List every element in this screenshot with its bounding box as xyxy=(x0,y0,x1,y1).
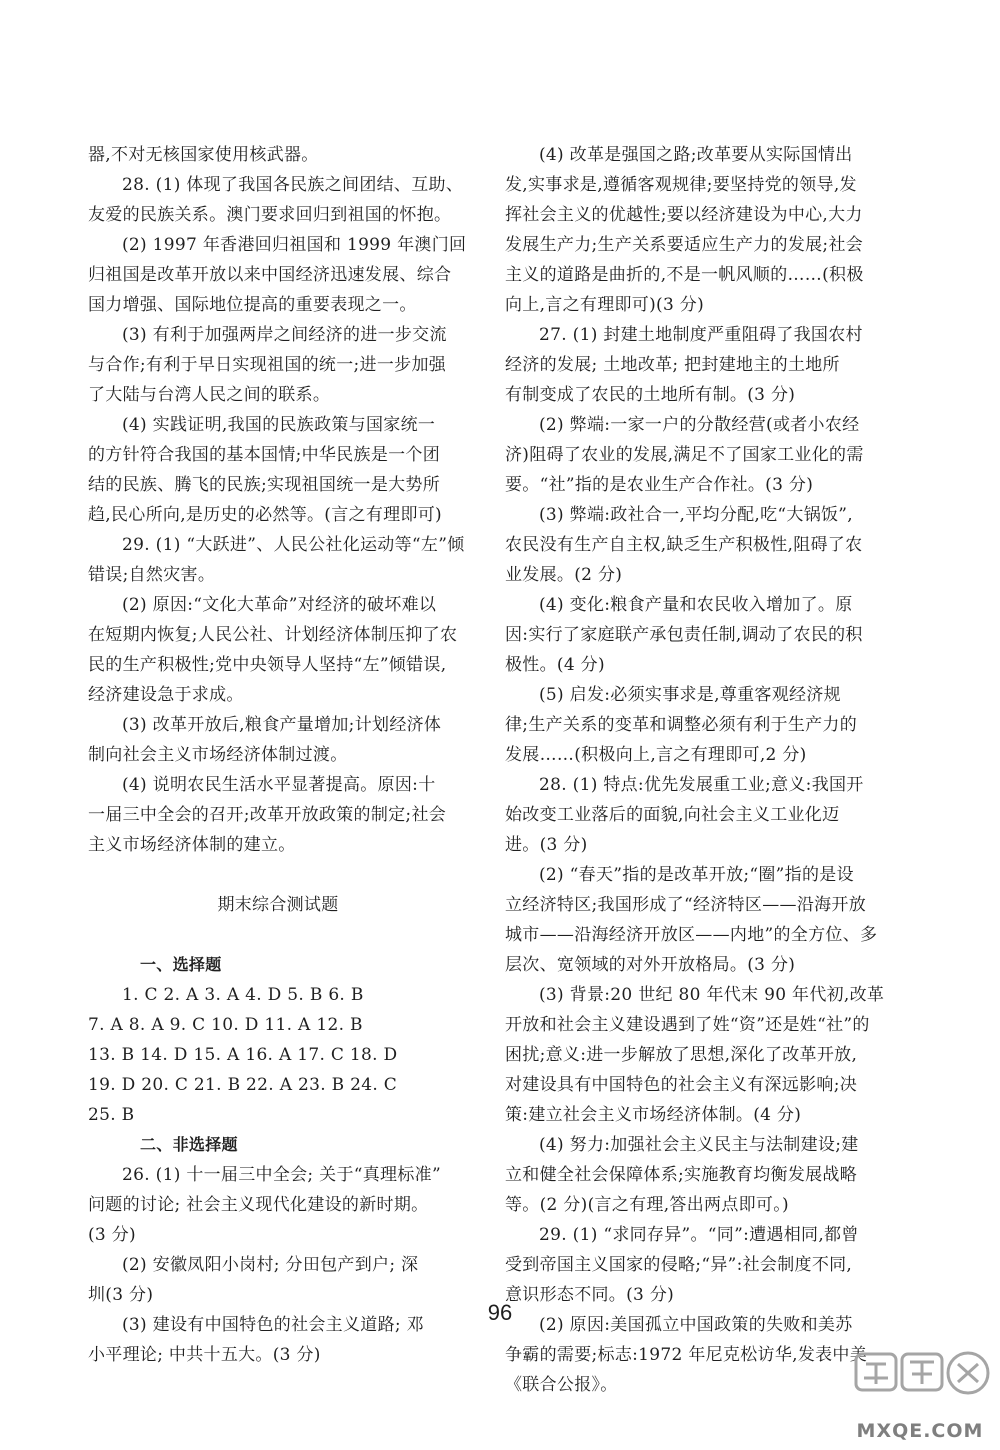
left-line: 经济建设急于求成。 xyxy=(88,685,244,705)
left-column xyxy=(88,140,468,1370)
left-line xyxy=(88,920,468,950)
left-line: 29. (1) “大跃进”、人民公社化运动等“左”倾 xyxy=(122,535,465,555)
left-line: 趋,民心所向,是历史的必然等。(言之有理即可) xyxy=(88,505,442,525)
right-line: (4) 变化:粮食产量和农民收入增加了。原 xyxy=(539,595,853,615)
right-line: 城市——沿海经济开放区——内地”的全方位、多 xyxy=(505,925,878,945)
left-line: (3) 有利于加强两岸之间经济的进一步交流 xyxy=(122,325,447,345)
left-line: 与合作;有利于早日实现祖国的统一;进一步加强 xyxy=(88,355,447,375)
right-line: 《联合公报》。 xyxy=(505,1375,618,1395)
left-line: 小平理论; 中共十五大。(3 分) xyxy=(88,1345,321,1365)
right-line: 立和健全社会保障体系;实施教育均衡发展战略 xyxy=(505,1165,858,1185)
right-line: 27. (1) 封建土地制度严重阻碍了我国农村 xyxy=(539,325,863,345)
right-line: 因:实行了家庭联产承包责任制,调动了农民的积 xyxy=(505,625,863,645)
right-line: 主义的道路是曲折的,不是一帆风顺的……(积极 xyxy=(505,265,864,285)
right-line: 济)阻碍了农业的发展,满足不了国家工业化的需 xyxy=(505,445,864,465)
left-line: 在短期内恢复;人民公社、计划经济体制压抑了农 xyxy=(88,625,458,645)
page-number: 96 xyxy=(487,1300,513,1325)
left-line: 制向社会主义市场经济体制过渡。 xyxy=(88,745,348,765)
left-line: 26. (1) 十一届三中全会; 关于“真理标准” xyxy=(122,1165,441,1185)
right-line: 发展生产力;生产关系要适应生产力的发展;社会 xyxy=(505,235,864,255)
left-line: 1. C 2. A 3. A 4. D 5. B 6. B xyxy=(122,985,364,1005)
left-line: (3) 建设有中国特色的社会主义道路; 邓 xyxy=(122,1315,424,1335)
right-line: 对建设具有中国特色的社会主义有深远影响;决 xyxy=(505,1075,858,1095)
right-line: (4) 改革是强国之路;改革要从实际国情出 xyxy=(539,145,853,165)
right-line: 始改变工业落后的面貌,向社会主义工业化迈 xyxy=(505,805,840,825)
right-line: (2) “春天”指的是改革开放;“圈”指的是设 xyxy=(539,865,854,885)
right-line: 层次、宽领域的对外开放格局。(3 分) xyxy=(505,955,796,975)
left-line: 的方针符合我国的基本国情;中华民族是一个团 xyxy=(88,445,441,465)
left-line: (2) 安徽凤阳小岗村; 分田包产到户; 深 xyxy=(122,1255,419,1275)
right-line: 要。“社”指的是农业生产合作社。(3 分) xyxy=(505,475,814,495)
right-line: 向上,言之有理即可)(3 分) xyxy=(505,295,705,315)
left-line: 13. B 14. D 15. A 16. A 17. C 18. D xyxy=(88,1045,398,1065)
right-line: 策:建立社会主义市场经济体制。(4 分) xyxy=(505,1105,802,1125)
left-line: 7. A 8. A 9. C 10. D 11. A 12. B xyxy=(88,1015,363,1035)
left-line: 19. D 20. C 21. B 22. A 23. B 24. C xyxy=(88,1075,398,1095)
right-column xyxy=(505,140,885,1400)
left-line xyxy=(88,860,468,890)
left-line: 主义市场经济体制的建立。 xyxy=(88,835,296,855)
right-line: (3) 弊端:政社合一,平均分配,吃“大锅饭”, xyxy=(539,505,854,525)
right-line: (3) 背景:20 世纪 80 年代末 90 年代初,改革 xyxy=(539,985,885,1005)
right-line: 挥社会主义的优越性;要以经济建设为中心,大力 xyxy=(505,205,863,225)
right-line: 意识形态不同。(3 分) xyxy=(505,1285,675,1305)
left-line: 国力增强、国际地位提高的重要表现之一。 xyxy=(88,295,417,315)
left-line: 民的生产积极性;党中央领导人坚持“左”倾错误, xyxy=(88,655,447,675)
right-line: 等。(2 分)(言之有理,答出两点即可。) xyxy=(505,1195,789,1215)
right-line: 进。(3 分) xyxy=(505,835,588,855)
right-line: 律;生产关系的变革和调整必须有利于生产力的 xyxy=(505,715,858,735)
left-line: (2) 原因:“文化大革命”对经济的破坏难以 xyxy=(122,595,437,615)
right-line: 农民没有生产自主权,缺乏生产积极性,阻碍了农 xyxy=(505,535,863,555)
left-line: 归祖国是改革开放以来中国经济迅速发展、综合 xyxy=(88,265,452,285)
left-line: (2) 1997 年香港回归祖国和 1999 年澳门回 xyxy=(122,235,467,255)
left-line: (3) 改革开放后,粮食产量增加;计划经济体 xyxy=(122,715,442,735)
left-line: 一届三中全会的召开;改革开放政策的制定;社会 xyxy=(88,805,447,825)
right-line: 困扰;意义:进一步解放了思想,深化了改革开放, xyxy=(505,1045,858,1065)
right-line: (4) 努力:加强社会主义民主与法制建设;建 xyxy=(539,1135,859,1155)
watermark-url: MXQE.COM xyxy=(856,1420,984,1442)
section-title: 期末综合测试题 xyxy=(217,895,339,915)
right-line: (5) 启发:必须实事求是,尊重客观经济规 xyxy=(539,685,841,705)
left-line: 圳(3 分) xyxy=(88,1285,154,1305)
right-line: 经济的发展; 土地改革; 把封建地主的土地所 xyxy=(505,355,840,375)
left-line: 28. (1) 体现了我国各民族之间团结、互助、 xyxy=(122,175,464,195)
right-line: 受到帝国主义国家的侵略;“异”:社会制度不同, xyxy=(505,1255,853,1275)
left-line: 了大陆与台湾人民之间的联系。 xyxy=(88,385,331,405)
right-line: 极性。(4 分) xyxy=(505,655,605,675)
section-heading: 二、非选择题 xyxy=(140,1135,238,1154)
right-line: 开放和社会主义建设遇到了姓“资”还是姓“社”的 xyxy=(505,1015,870,1035)
left-line: 器,不对无核国家使用核武器。 xyxy=(88,145,319,165)
right-line: 29. (1) “求同存异”。“同”:遭遇相同,都曾 xyxy=(539,1225,859,1245)
watermark xyxy=(840,1346,1000,1446)
right-line: (2) 弊端:一家一户的分散经营(或者小农经 xyxy=(539,415,860,435)
right-line: 28. (1) 特点:优先发展重工业;意义:我国开 xyxy=(539,775,864,795)
right-line: (2) 原因:美国孤立中国政策的失败和美苏 xyxy=(539,1315,853,1335)
right-line: 争霸的需要;标志:1972 年尼克松访华,发表中美 xyxy=(505,1345,868,1365)
left-line: 25. B xyxy=(88,1105,135,1125)
section-heading: 一、选择题 xyxy=(140,955,222,974)
right-line: 业发展。(2 分) xyxy=(505,565,623,585)
right-line: 有制变成了农民的土地所有制。(3 分) xyxy=(505,385,796,405)
left-line: (3 分) xyxy=(88,1225,136,1245)
left-line: 友爱的民族关系。澳门要求回归到祖国的怀抱。 xyxy=(88,205,452,225)
right-line: 发展……(积极向上,言之有理即可,2 分) xyxy=(505,745,807,765)
left-line: 问题的讨论; 社会主义现代化建设的新时期。 xyxy=(88,1195,429,1215)
left-line: (4) 实践证明,我国的民族政策与国家统一 xyxy=(122,415,436,435)
right-line: 发,实事求是,遵循客观规律;要坚持党的领导,发 xyxy=(505,175,857,195)
right-line: 立经济特区;我国形成了“经济特区——沿海开放 xyxy=(505,895,867,915)
left-line: 错误;自然灾害。 xyxy=(88,565,216,585)
left-line: 结的民族、腾飞的民族;实现祖国统一是大势所 xyxy=(88,475,441,495)
left-line: (4) 说明农民生活水平显著提高。原因:十 xyxy=(122,775,436,795)
